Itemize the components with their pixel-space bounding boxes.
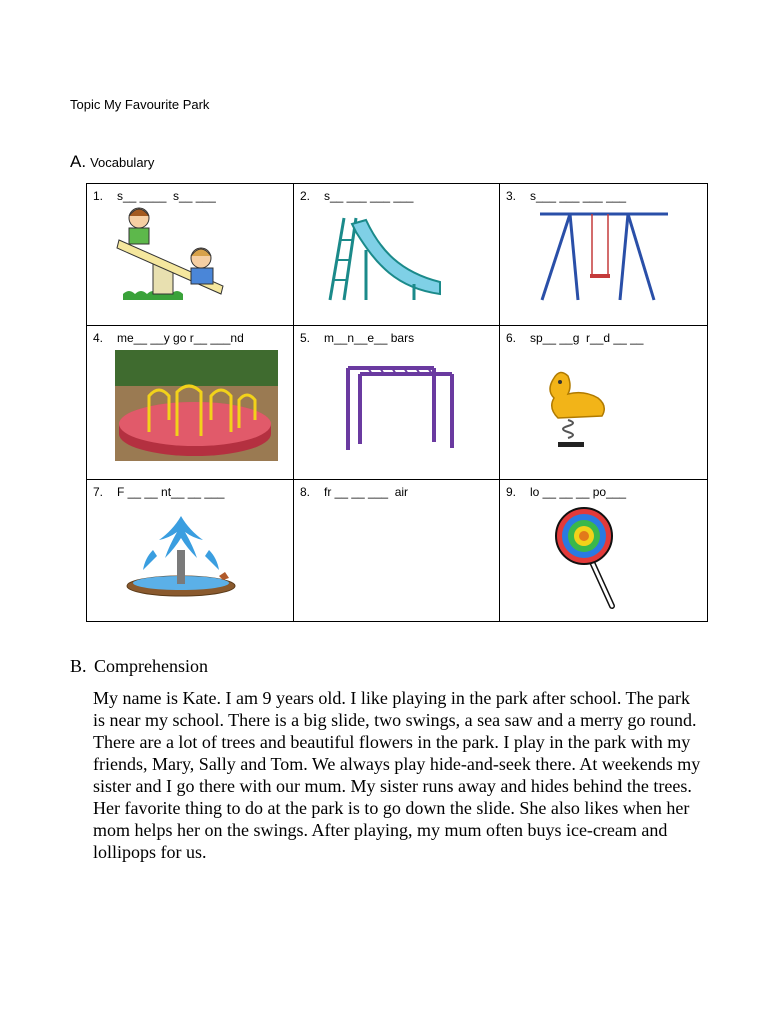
section-a-letter: A. bbox=[70, 152, 87, 171]
slide-icon bbox=[322, 210, 450, 306]
comprehension-passage: My name is Kate. I am 9 years old. I like playing in the park after school. The park is near my school. There is a big slide, two swings, a sea saw and a merry go round. There are a lot of trees and beautiful flowers in the park. I play in the park with my friends, Mary, Sally and Tom. We always play hide-and-seek there. At weekends my sister and I go there with our mum. My sister runs away and hides behind the trees. Her favorite thing to do at the park is to go down the slide. She also likes when her mom helps her on the swings. After playing, my mum often buys ice-cream and lollipops for us. bbox=[93, 688, 701, 862]
vocab-cell-8 bbox=[294, 480, 500, 622]
vocab-cell-3 bbox=[500, 184, 708, 326]
vocab-cell-2 bbox=[294, 184, 500, 326]
seesaw-icon bbox=[113, 206, 231, 306]
vocab-number: 8. bbox=[300, 485, 311, 499]
vocab-number: 2. bbox=[300, 189, 311, 203]
topic-heading: Topic My Favourite Park bbox=[70, 97, 210, 112]
vocabulary-row bbox=[87, 326, 708, 480]
vocab-cell-4 bbox=[87, 326, 294, 480]
vocab-number: 7. bbox=[93, 485, 104, 499]
vocab-hint: s__ ___ ___ ___ bbox=[324, 189, 414, 203]
vocabulary-row bbox=[87, 184, 708, 326]
vocab-number: 5. bbox=[300, 331, 311, 345]
section-a-heading bbox=[70, 152, 154, 172]
vocab-hint: m__n__e__ bars bbox=[324, 331, 415, 345]
fountain-icon bbox=[119, 510, 243, 602]
vocab-cell-7 bbox=[87, 480, 294, 622]
vocab-cell-5 bbox=[294, 326, 500, 480]
vocab-hint: me__ __y go r__ ___nd bbox=[117, 331, 244, 345]
section-a-title: Vocabulary bbox=[90, 155, 155, 170]
monkey-bars-icon bbox=[338, 362, 462, 454]
vocab-hint: fr __ __ ___ air bbox=[324, 485, 409, 499]
vocab-hint: sp__ __g r__d __ __ bbox=[530, 331, 644, 345]
vocab-hint: F __ __ nt__ __ ___ bbox=[117, 485, 225, 499]
section-b-title: Comprehension bbox=[94, 656, 208, 676]
vocab-number: 6. bbox=[506, 331, 517, 345]
swing-icon bbox=[530, 206, 678, 304]
vocab-cell-1 bbox=[87, 184, 294, 326]
vocab-hint: s__ ____ s__ ___ bbox=[117, 189, 216, 203]
spring-rider-icon bbox=[538, 368, 612, 450]
merry-go-round-icon bbox=[115, 350, 278, 461]
vocab-cell-9 bbox=[500, 480, 708, 622]
vocab-hint: lo __ __ __ po___ bbox=[530, 485, 627, 499]
vocab-number: 4. bbox=[93, 331, 104, 345]
section-b-letter: B. bbox=[70, 656, 87, 676]
vocab-number: 9. bbox=[506, 485, 517, 499]
vocabulary-row bbox=[87, 480, 708, 622]
vocab-hint: s___ ___ ___ ___ bbox=[530, 189, 627, 203]
vocab-number: 3. bbox=[506, 189, 517, 203]
vocab-cell-6 bbox=[500, 326, 708, 480]
vocab-number: 1. bbox=[93, 189, 104, 203]
section-b-heading bbox=[70, 656, 208, 677]
lollipop-icon bbox=[554, 502, 630, 612]
vocabulary-table bbox=[86, 183, 708, 622]
